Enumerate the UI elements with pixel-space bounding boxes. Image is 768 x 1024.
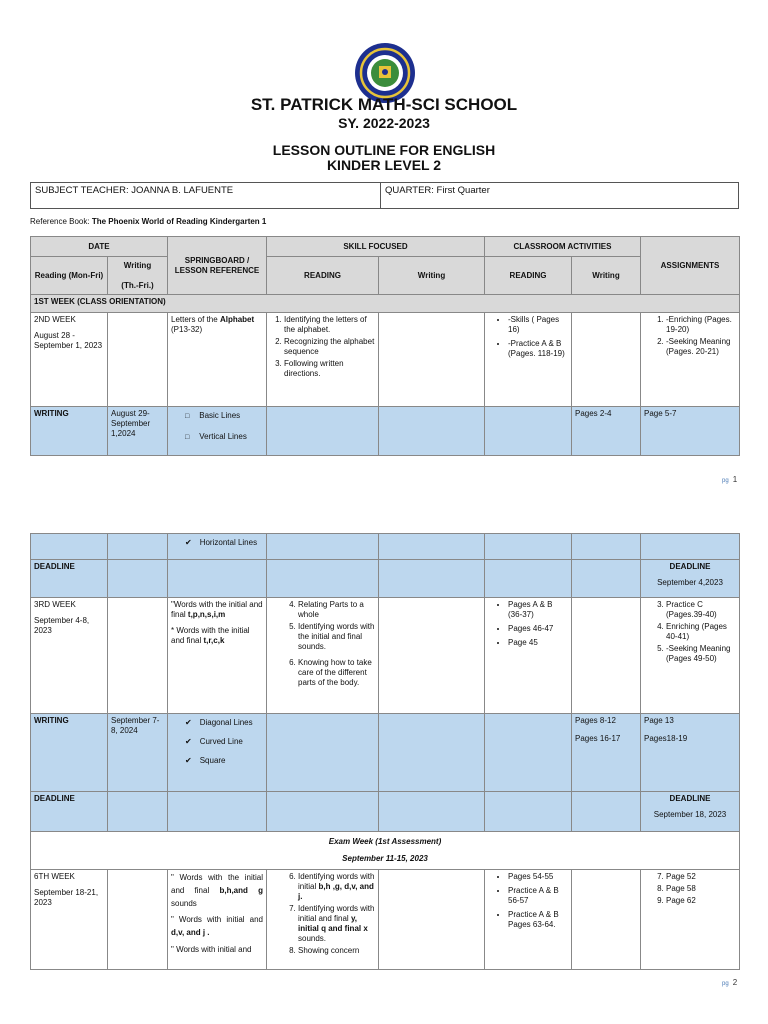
carry-item: ✔ Horizontal Lines	[168, 534, 267, 560]
week6-skills: 6. Identifying words with initial b,h ,g, d,v, and j. 7. Identifying words with initial and final y, initial q and final x sounds. 8. Showing concern	[267, 870, 379, 970]
week3-date: 3RD WEEK September 4-8, 2023	[31, 598, 108, 714]
school-year: SY. 2022-2023	[338, 115, 430, 131]
writing-items-2: ✔ Diagonal Lines ✔ Curved Line ✔ Square	[168, 714, 267, 792]
header-writing-days: Writing (Th.-Fri.)	[108, 257, 168, 295]
week3-activities: • Pages A & B (36-37) • Pages 46-47 • Page 45	[485, 598, 572, 714]
header-springboard: SPRINGBOARD / LESSON REFERENCE	[168, 237, 267, 295]
header-skill-writing: Writing	[379, 257, 485, 295]
header-skill-reading: READING	[267, 257, 379, 295]
deadline-label-2: DEADLINE	[31, 792, 108, 832]
lesson-table-page2	[30, 533, 740, 970]
subject-teacher: SUBJECT TEACHER: JOANNA B. LAFUENTE	[31, 183, 381, 208]
week2-springboard: Letters of the Alphabet (P13-32)	[168, 313, 267, 407]
writing-activity-2: Pages 8-12 Pages 16-17	[572, 714, 641, 792]
info-box	[30, 182, 739, 209]
header-assignments: ASSIGNMENTS	[641, 237, 740, 295]
school-name: ST. PATRICK MATH-SCI SCHOOL	[250, 95, 518, 114]
writing-assignment: Page 5-7	[641, 407, 740, 456]
header-skill-focused: SKILL FOCUSED	[267, 237, 485, 257]
header-classroom-activities: CLASSROOM ACTIVITIES	[485, 237, 641, 257]
deadline-2: DEADLINE September 18, 2023	[641, 792, 740, 832]
week2-activities: • -Skills ( Pages 16) • -Practice A & B (Pages. 118-19)	[485, 313, 572, 407]
header-activity-writing: Writing	[572, 257, 641, 295]
writing-label: WRITING	[31, 407, 108, 456]
week6-date: 6TH WEEK September 18-21, 2023	[31, 870, 108, 970]
writing-items: □ Basic Lines □ Vertical Lines	[168, 407, 267, 456]
week2-skills: 1. Identifying the letters of the alphabet. 2. Recognizing the alphabet sequence 3. Following written directions.	[267, 313, 379, 407]
deadline-1: DEADLINE September 4,2023	[641, 560, 740, 598]
week3-springboard: "Words with the initial and final t,p,n,s,i,m * Words with the initial and final t,r,c,k	[168, 598, 267, 714]
reference-book	[30, 217, 266, 226]
page-number-1: pg 1	[722, 475, 738, 484]
reference-title: The Phoenix World of Reading Kindergarten 1	[91, 217, 267, 226]
week3-assignments: 3. Practice C (Pages.39-40) 4. Enriching (Pages 40-41) 5. -Seeking Meaning (Pages 49-50)	[641, 598, 740, 714]
writing-label-2: WRITING	[31, 714, 108, 792]
week6-springboard: " Words with the initial and final b,h,and g sounds " Words with initial and d,v, and j . " Words with initial and	[168, 870, 267, 970]
writing-activity: Pages 2-4	[572, 407, 641, 456]
writing-dates: August 29- September 1,2024	[108, 407, 168, 456]
week2-date: 2ND WEEK August 28 - September 1, 2023	[31, 313, 108, 407]
exam-week: Exam Week (1st Assessment) September 11-15, 2023	[31, 832, 740, 870]
writing-dates-2: September 7-8, 2024	[108, 714, 168, 792]
outline-level: KINDER LEVEL 2	[326, 157, 442, 173]
week6-activities: • Pages 54-55 • Practice A & B 56-57 • Practice A & B Pages 63-64.	[485, 870, 572, 970]
reference-label: Reference Book:	[30, 217, 90, 226]
writing-assignment-2: Page 13 Pages18-19	[641, 714, 740, 792]
week3-skills: 4. Relating Parts to a whole 5. Identifying words with the initial and final sounds. 6. Knowing how to take care of the different parts of the body.	[267, 598, 379, 714]
page-number-2: pg 2	[722, 978, 738, 987]
deadline-label-1: DEADLINE	[31, 560, 108, 598]
header-activity-reading: READING	[485, 257, 572, 295]
outline-title: LESSON OUTLINE FOR ENGLISH	[272, 142, 496, 158]
quarter: QUARTER: First Quarter	[385, 185, 490, 196]
week1-row: 1ST WEEK (CLASS ORIENTATION)	[31, 295, 740, 313]
header-reading-mon-fri: Reading (Mon-Fri)	[31, 257, 108, 295]
header-date: DATE	[31, 237, 168, 257]
week2-assignments: 1. -Enriching (Pages. 19-20) 2. -Seeking Meaning (Pages. 20-21)	[641, 313, 740, 407]
lesson-table-page1	[30, 236, 740, 456]
week6-assignments: 7. Page 52 8. Page 58 9. Page 62	[641, 870, 740, 970]
